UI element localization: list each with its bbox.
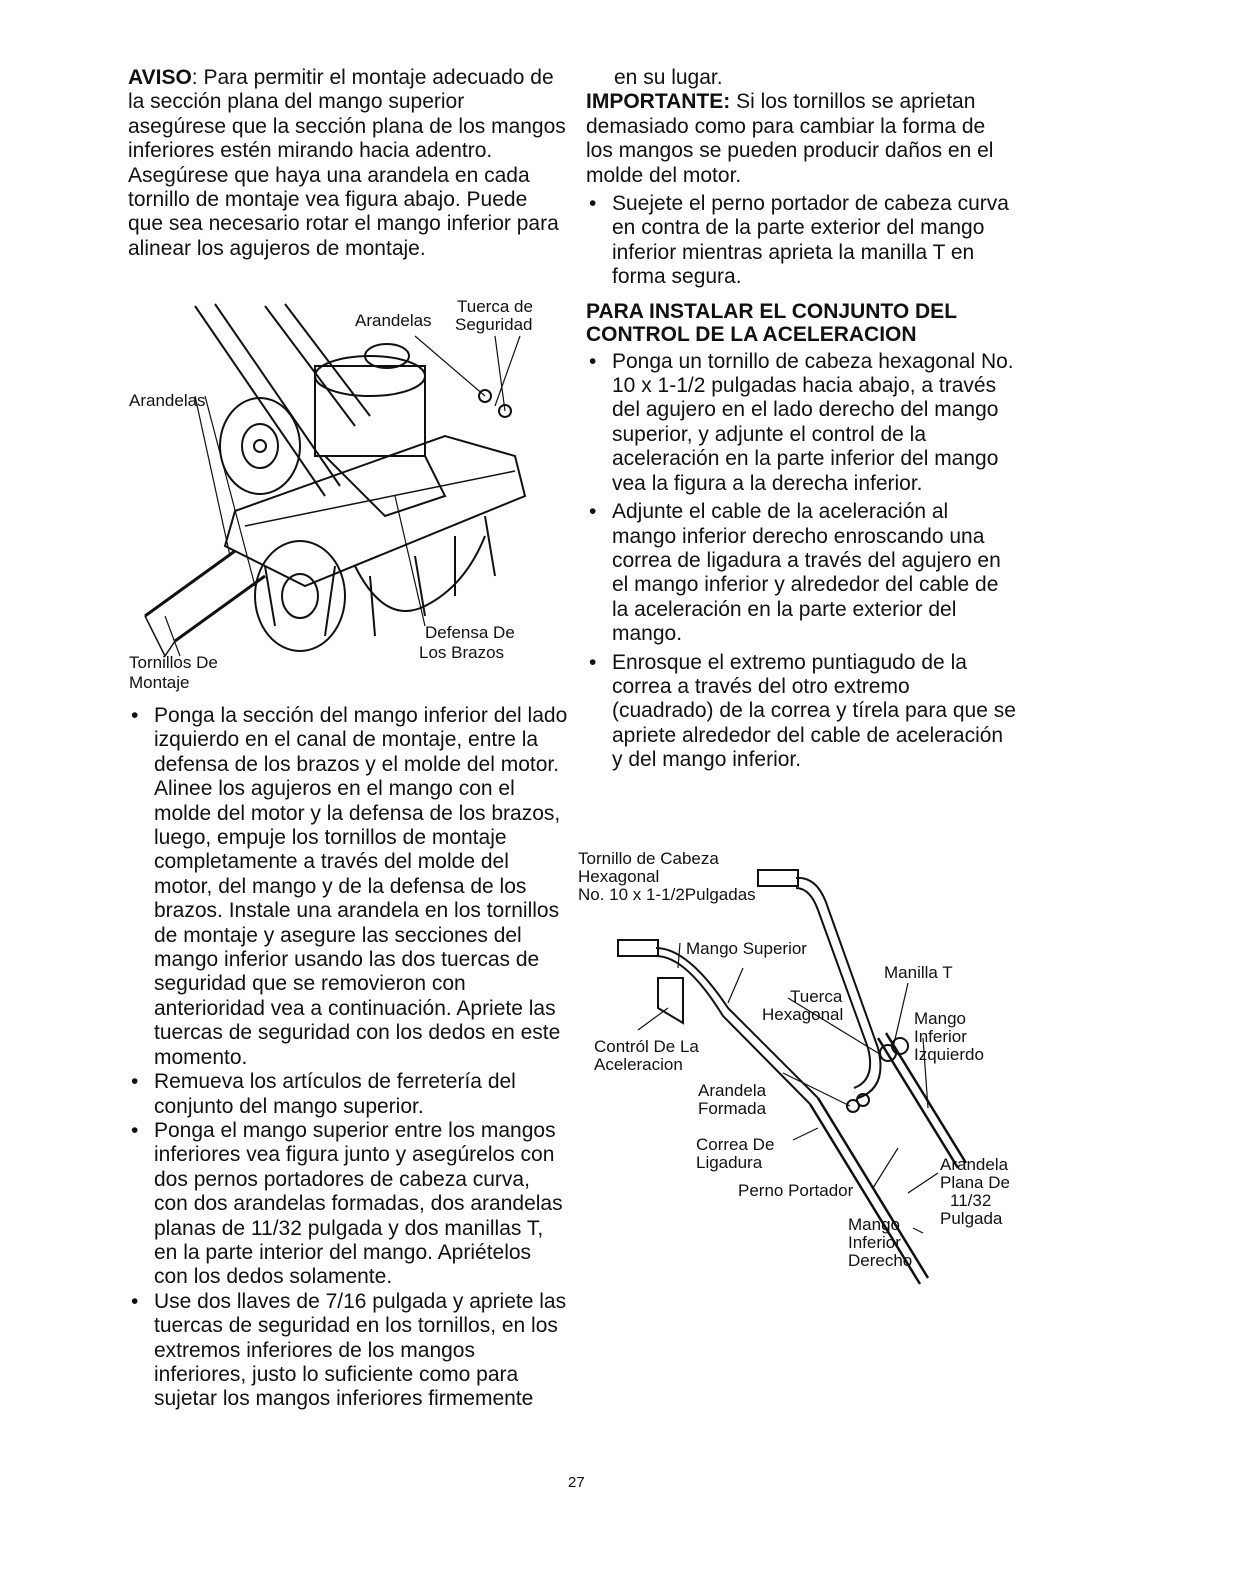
throttle-figure	[578, 848, 1028, 1288]
right-bullet-first: • Suejete el perno portador de cabeza curva en contra de la parte exterior del mango inferior mientras aprieta la manilla T en forma segura.	[586, 192, 1016, 290]
label-tuerca-1: Tuerca	[790, 987, 843, 1006]
label-mango-izq-2: Inferior	[914, 1027, 967, 1046]
tiller-figure	[125, 296, 555, 696]
label-control-1: Contról De La	[594, 1037, 699, 1056]
label-arandela-formada-1: Arandela	[698, 1081, 767, 1100]
left-bullet-3: • Ponga el mango superior entre los mangos inferiores vea figura junto y asegúrelos con dos pernos portadores de cabeza curva, con dos arandelas formadas, dos arandelas planas de 11/32 pulgada y dos manillas T, en la parte interior del mango. Apriételos con los dedos solamente.	[128, 1119, 568, 1290]
label-mango-izq-1: Mango	[914, 1009, 966, 1028]
importante-label: IMPORTANTE:	[586, 90, 731, 114]
label-arandela-plana-3: 11/32	[950, 1191, 992, 1210]
left-bullet-1: • Ponga la sección del mango inferior del lado izquierdo en el canal de montaje, entre la defensa de los brazos y el molde del motor. Alinee los agujeros en el mango con el molde del motor y la defensa de los brazos, luego, empuje los tornillos de montaje completamente a través del molde del motor, del mango y de la defensa de los brazos. Instale una arandela en los tornillos de montaje y asegure las secciones del mango inferior usando las dos tuercas de seguridad que se removieron con anterioridad vea a continuación. Apriete las tuercas de seguridad con los dedos en este momento.	[128, 704, 568, 1070]
right-column	[586, 66, 1016, 773]
label-arandela-plana-4: Pulgada	[940, 1209, 1003, 1228]
label-tornillo-2: Hexagonal	[578, 867, 660, 886]
label-arandela-formada-2: Formada	[698, 1099, 767, 1118]
continuation-text: en su lugar.	[614, 66, 723, 89]
label-arandela-plana-2: Plana De	[940, 1173, 1010, 1192]
label-defensa-1: Defensa De	[425, 623, 515, 642]
right-bullet-1: • Ponga un tornillo de cabeza hexagonal No. 10 x 1-1/2 pulgadas hacia abajo, a través del agujero en el lado derecho del mango superior, y adjunte el control de la aceleración en la parte inferior del mango vea la figura a la derecha inferior.	[586, 350, 1016, 496]
right-bullet-3: • Enrosque el extremo puntiagudo de la correa a través del otro extremo (cuadrado) de la correa y tírela para que se apriete alrededor del cable de aceleración y del mango inferior.	[586, 651, 1016, 773]
label-mango-superior: Mango Superior	[686, 939, 807, 958]
label-perno: Perno Portador	[738, 1181, 854, 1200]
label-control-2: Aceleracion	[594, 1055, 683, 1074]
aviso-label: AVISO	[128, 66, 192, 89]
label-defensa-2: Los Brazos	[419, 643, 505, 662]
label-tornillo-1: Tornillo de Cabeza	[578, 849, 719, 868]
left-column-bullets	[128, 704, 568, 1412]
label-tornillo-3: No. 10 x 1-1/2Pulgadas	[578, 885, 756, 904]
label-mango-der-2: Inferior	[848, 1233, 901, 1252]
label-manilla-t: Manilla T	[884, 963, 953, 982]
label-tuerca-2: Seguridad	[455, 315, 533, 334]
section-heading-line1: PARA INSTALAR EL CONJUNTO DEL	[586, 299, 958, 323]
page-number: 27	[568, 1474, 585, 1491]
label-correa-1: Correa De	[696, 1135, 775, 1154]
label-tornillos-2: Montaje	[129, 673, 190, 692]
aviso-text: : Para permitir el montaje adecuado de la sección plana del mango superior asegúrese que la sección plana de los mangos inferiores estén mirando hacia adentro. Asegúrese que haya una arandela en cada tornillo de montaje vea figura abajo. Puede que sea necesario rotar el mango inferior para alinear los agujeros de montaje.	[128, 66, 566, 260]
aviso-paragraph	[128, 66, 568, 261]
label-arandela-plana-1: Arandela	[940, 1155, 1009, 1174]
label-arandelas-top: Arandelas	[355, 311, 432, 330]
left-bullet-2: • Remueva los artículos de ferretería del conjunto del mango superior.	[128, 1070, 568, 1119]
left-column-intro	[128, 66, 568, 261]
label-tuerca-1: Tuerca de	[457, 297, 533, 316]
label-mango-der-3: Derecho	[848, 1251, 913, 1270]
label-correa-2: Ligadura	[696, 1153, 763, 1172]
importante-paragraph	[586, 90, 1016, 188]
label-mango-der-1: Mango	[848, 1215, 900, 1234]
label-tornillos-1: Tornillos De	[129, 653, 218, 672]
label-mango-izq-3: Izquierdo	[914, 1045, 984, 1064]
right-bullet-2: • Adjunte el cable de la aceleración al mango inferior derecho enroscando una correa de ligadura a través del agujero en el mango inferior y alrededor del cable de la aceleración en la parte exterior del mango.	[586, 500, 1016, 646]
section-heading-line2: CONTROL DE LA ACELERACION	[586, 322, 917, 346]
label-arandelas-left: Arandelas	[129, 391, 206, 410]
importante-text: Si los tornillos se aprietan demasiado como para cambiar la forma de los mangos se pueden producir daños en el molde del motor.	[586, 90, 994, 187]
left-bullet-4: • Use dos llaves de 7/16 pulgada y apriete las tuercas de seguridad en los tornillos, en los extremos inferiores de los mangos inferiores, justo lo suficiente como para sujetar los mangos inferiores firmemente	[128, 1290, 568, 1412]
label-tuerca-2: Hexagonal	[762, 1005, 844, 1024]
